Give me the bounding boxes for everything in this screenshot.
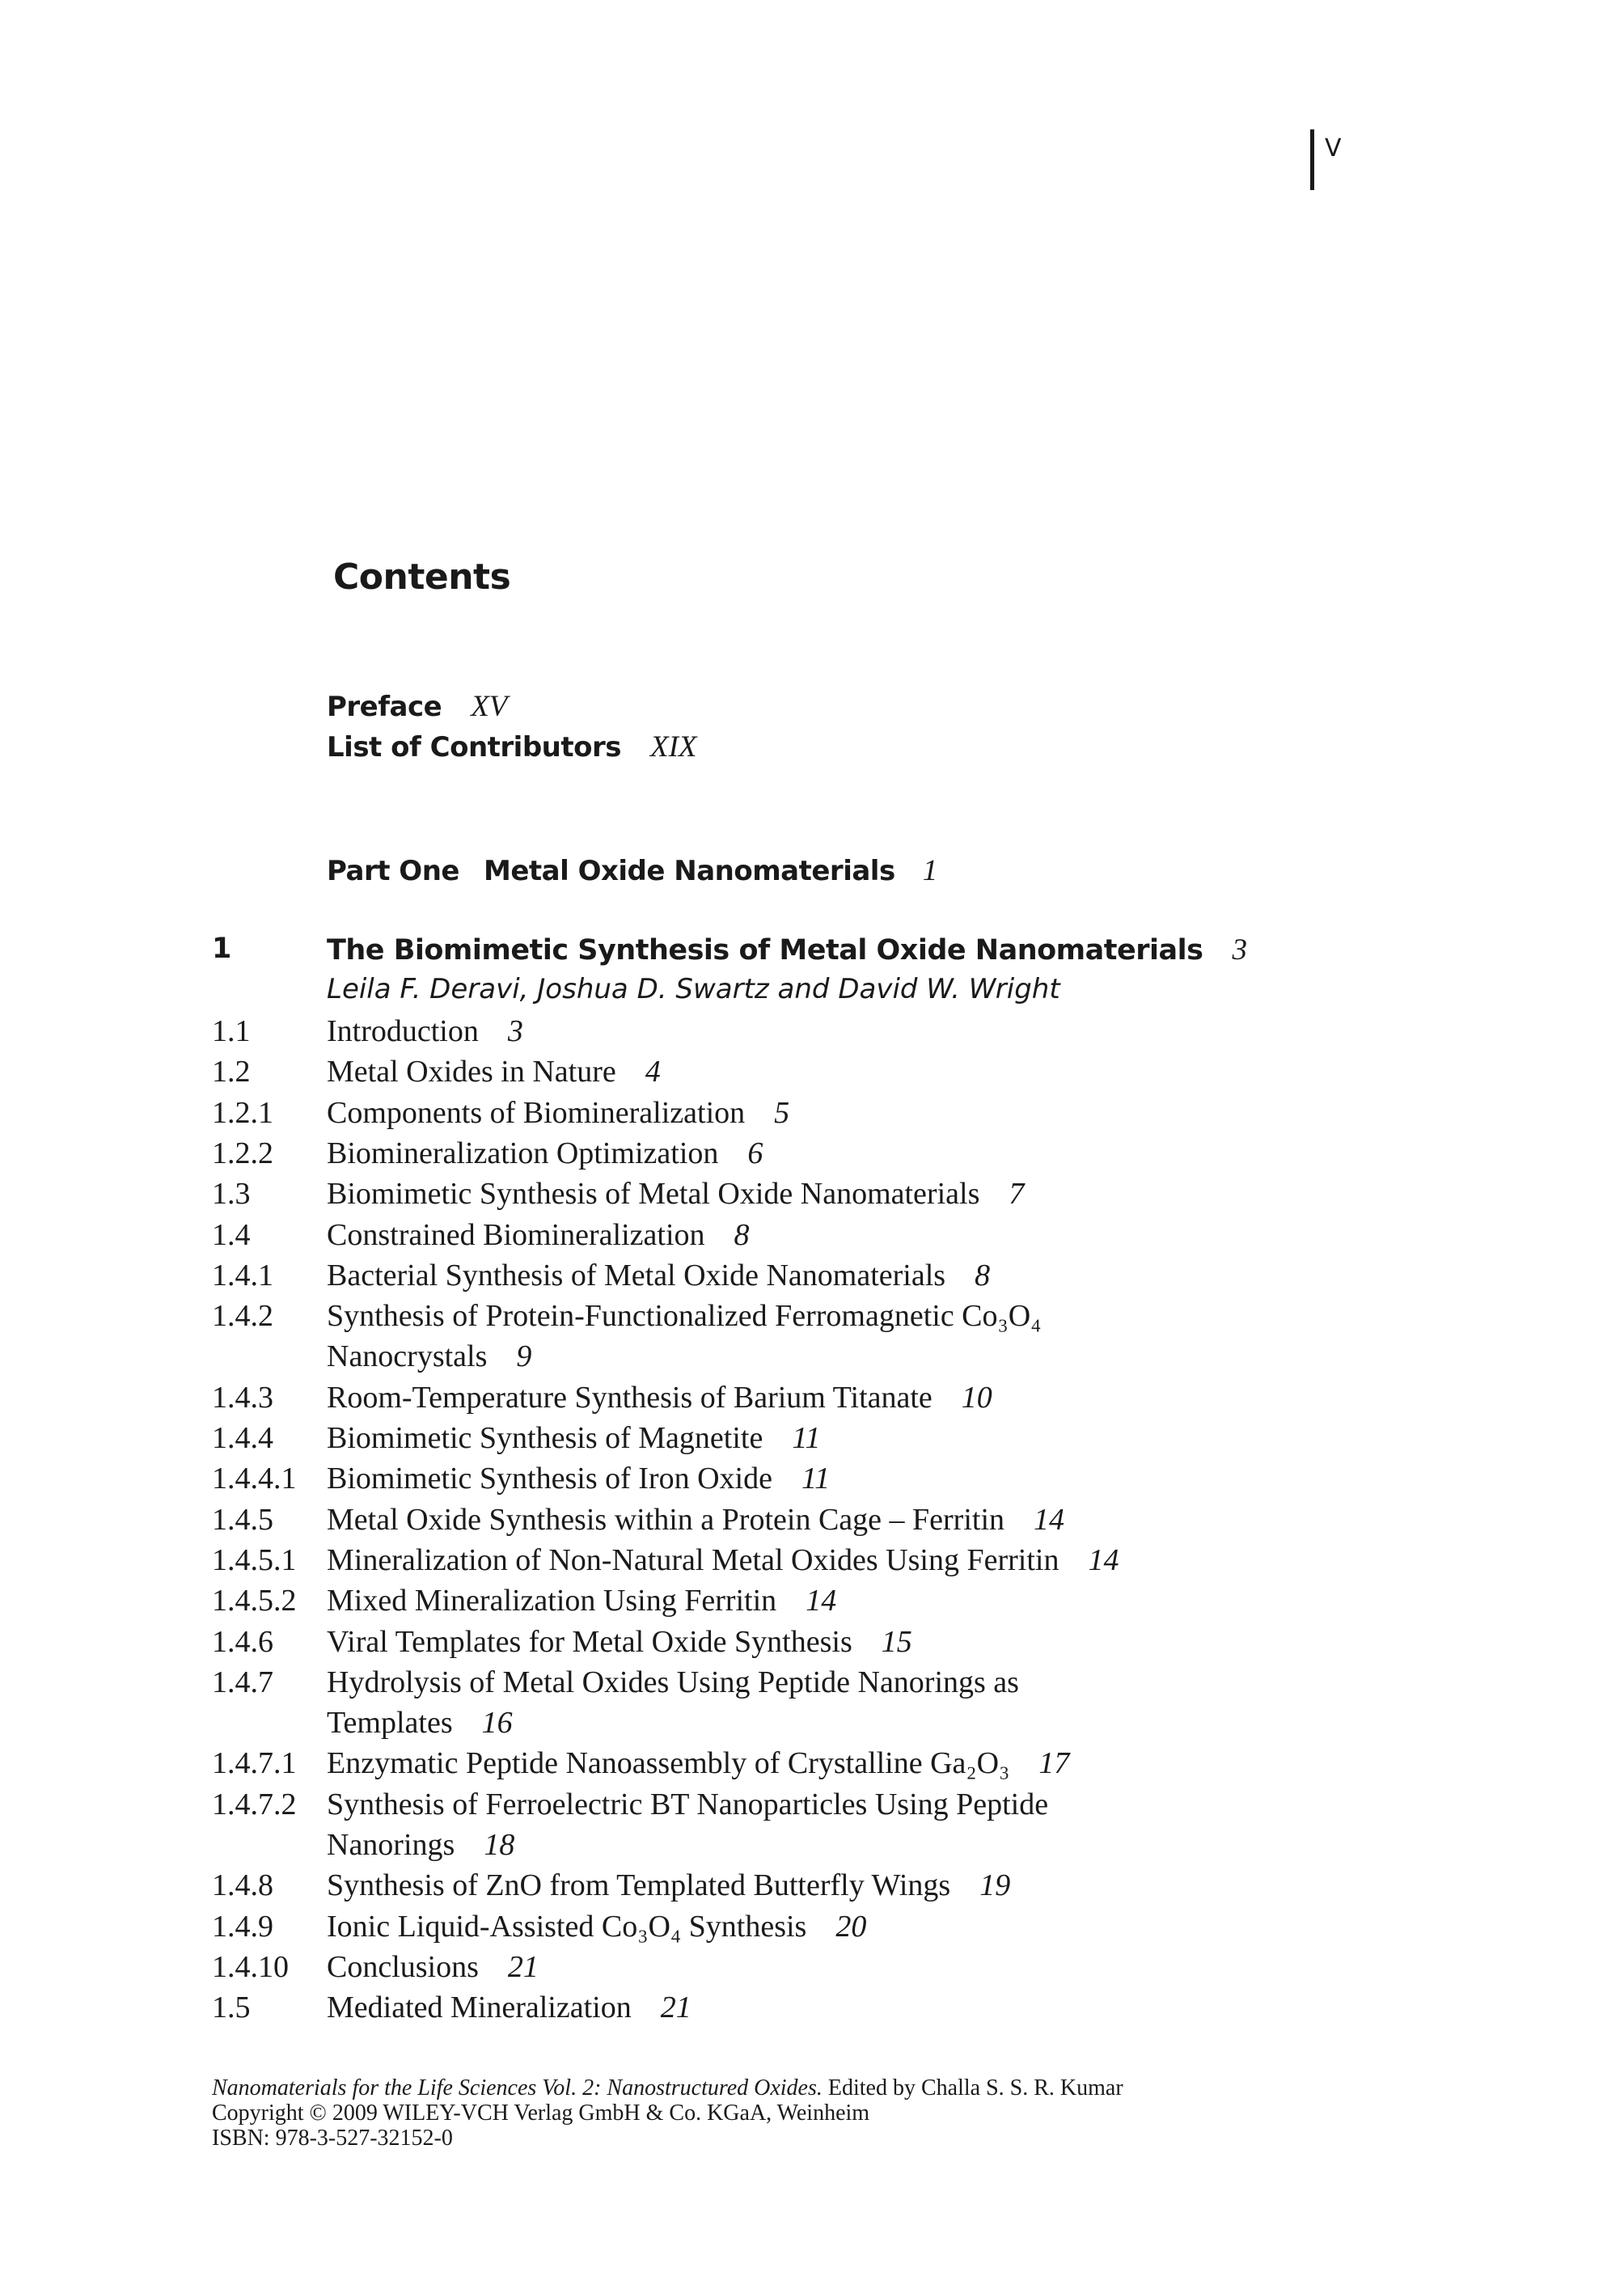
section-number: 1.4.2 <box>212 1299 273 1334</box>
section-title: Synthesis of Ferroelectric BT Nanoparticles Using Peptide <box>327 1787 1049 1821</box>
footer-isbn: ISBN: 978-3-527-32152-0 <box>212 2126 453 2151</box>
toc-section-row[interactable] <box>0 1217 1624 1258</box>
copyright-footer <box>212 2075 1123 2151</box>
toc-section-row[interactable] <box>0 1665 1624 1705</box>
section-title: Room-Temperature Synthesis of Barium Titanate <box>327 1380 933 1415</box>
toc-page-number: 15 <box>881 1624 912 1659</box>
toc-page-number: 9 <box>516 1339 532 1374</box>
toc-entry-list-of-contributors[interactable] <box>327 730 697 764</box>
toc-section-row[interactable] <box>0 1461 1624 1501</box>
section-title: Nanorings <box>327 1828 455 1862</box>
section-title: Biomimetic Synthesis of Metal Oxide Nanomaterials <box>327 1177 980 1212</box>
section-title: Templates <box>327 1706 453 1741</box>
section-title: Mediated Mineralization <box>327 1991 632 2025</box>
section-number: 1.4.10 <box>212 1949 289 1984</box>
section-title: Ionic Liquid-Assisted Co₃O₄ Synthesis <box>327 1909 807 1944</box>
toc-page-number: 14 <box>1034 1502 1065 1537</box>
chapter-authors-row <box>0 973 1624 1013</box>
section-number: 1.4.4.1 <box>212 1462 297 1496</box>
toc-page-number: 18 <box>484 1828 515 1862</box>
toc-section-row[interactable] <box>0 1990 1624 2030</box>
toc-page-number: 11 <box>801 1462 831 1496</box>
section-number: 1.4.5 <box>212 1502 273 1537</box>
toc-section-row[interactable] <box>0 1136 1624 1176</box>
toc-page-number: 21 <box>507 1949 539 1984</box>
section-title: Biomineralization Optimization <box>327 1136 719 1170</box>
toc-page-number: 14 <box>1088 1542 1119 1577</box>
section-title: Biomimetic Synthesis of Iron Oxide <box>327 1462 772 1496</box>
page-title: Contents <box>333 556 511 598</box>
section-title: Metal Oxide Synthesis within a Protein Cage – Ferritin <box>327 1502 1005 1537</box>
toc-section-continuation-row[interactable] <box>0 1705 1624 1745</box>
toc-page-number: 4 <box>645 1055 661 1089</box>
toc-section-row[interactable] <box>0 1583 1624 1623</box>
toc-page-number: XV <box>471 690 508 723</box>
toc-section-row[interactable] <box>0 1949 1624 1990</box>
section-number: 1.4.9 <box>212 1909 273 1944</box>
toc-page-number: 17 <box>1038 1746 1070 1781</box>
footer-copyright: Copyright © 2009 WILEY-VCH Verlag GmbH & Co. KGaA, Weinheim <box>212 2101 870 2126</box>
section-number: 1.2.2 <box>212 1136 273 1170</box>
toc-page-number: XIX <box>649 730 697 764</box>
section-number: 1.4.1 <box>212 1258 273 1292</box>
section-number: 1.4.6 <box>212 1624 273 1659</box>
chapter-number: 1 <box>212 933 232 965</box>
toc-section-row[interactable] <box>0 1298 1624 1339</box>
section-number: 1.4.5.2 <box>212 1584 297 1618</box>
toc-page-number: 3 <box>1232 933 1247 967</box>
part-title: Metal Oxide Nanomaterials <box>483 855 895 887</box>
section-title: Mixed Mineralization Using Ferritin <box>327 1584 777 1618</box>
section-number: 1.2 <box>212 1055 251 1089</box>
toc-chapter-row[interactable] <box>0 933 1624 973</box>
section-number: 1.3 <box>212 1177 251 1212</box>
chapter-title: The Biomimetic Synthesis of Metal Oxide Nanomaterials <box>327 934 1203 967</box>
toc-section-row[interactable] <box>0 1013 1624 1054</box>
toc-part-heading[interactable] <box>327 853 937 888</box>
chapter-authors: Leila F. Deravi, Joshua D. Swartz and David W. Wright <box>327 973 1060 1005</box>
toc-page-number: 8 <box>975 1258 991 1292</box>
section-title: Conclusions <box>327 1949 479 1984</box>
toc-section-row[interactable] <box>0 1176 1624 1216</box>
toc-page-number: 5 <box>774 1095 790 1130</box>
section-number: 1.2.1 <box>212 1095 273 1130</box>
toc-section-row[interactable] <box>0 1054 1624 1094</box>
toc-page-number: 20 <box>835 1909 867 1944</box>
toc-entry-preface[interactable] <box>327 689 507 724</box>
page-number: V <box>1325 134 1342 163</box>
section-number: 1.4.4 <box>212 1421 273 1455</box>
section-title: Components of Biomineralization <box>327 1095 746 1130</box>
toc-section-continuation-row[interactable] <box>0 1339 1624 1379</box>
footer-editor: Edited by Challa S. S. R. Kumar <box>827 2075 1123 2101</box>
toc-entry-label: List of Contributors <box>327 731 621 764</box>
toc-section-row[interactable] <box>0 1787 1624 1827</box>
footer-book-title: Nanomaterials for the Life Sciences Vol. 2: Nanostructured Oxides. <box>212 2075 823 2101</box>
section-title: Synthesis of ZnO from Templated Butterfly Wings <box>327 1868 951 1903</box>
section-title: Hydrolysis of Metal Oxides Using Peptide Nanorings as <box>327 1665 1019 1699</box>
section-title: Biomimetic Synthesis of Magnetite <box>327 1421 763 1455</box>
section-title: Synthesis of Protein-Functionalized Ferromagnetic Co₃O₄ <box>327 1299 1042 1334</box>
toc-section-row[interactable] <box>0 1420 1624 1461</box>
section-title: Nanocrystals <box>327 1339 488 1374</box>
toc-section-row[interactable] <box>0 1542 1624 1583</box>
section-number: 1.1 <box>212 1014 251 1048</box>
section-title: Bacterial Synthesis of Metal Oxide Nanomaterials <box>327 1258 946 1292</box>
toc-section-row[interactable] <box>0 1380 1624 1420</box>
toc-page-number: 1 <box>922 854 937 887</box>
toc-page-number: 7 <box>1009 1177 1025 1212</box>
toc-page-number: 11 <box>792 1421 821 1455</box>
toc-section-continuation-row[interactable] <box>0 1827 1624 1868</box>
toc-section-row[interactable] <box>0 1502 1624 1542</box>
toc-page-number: 10 <box>961 1380 992 1415</box>
toc-section-row[interactable] <box>0 1624 1624 1665</box>
toc-section-row[interactable] <box>0 1258 1624 1298</box>
toc-page-number: 14 <box>806 1584 837 1618</box>
toc-page-number: 3 <box>507 1014 523 1048</box>
toc-section-row[interactable] <box>0 1095 1624 1136</box>
toc-page-number: 6 <box>747 1136 763 1170</box>
section-number: 1.4.8 <box>212 1868 273 1903</box>
page-marker-rule <box>1310 129 1314 190</box>
section-title: Introduction <box>327 1014 479 1048</box>
toc-section-row[interactable] <box>0 1868 1624 1908</box>
toc-page-number: 19 <box>979 1868 1011 1903</box>
section-number: 1.4.7.2 <box>212 1787 297 1821</box>
section-number: 1.4.3 <box>212 1380 273 1415</box>
section-title: Viral Templates for Metal Oxide Synthesis <box>327 1624 852 1659</box>
section-title: Metal Oxides in Nature <box>327 1055 616 1089</box>
toc-section-row[interactable] <box>0 1909 1624 1949</box>
section-number: 1.4.7 <box>212 1665 273 1699</box>
section-number: 1.4 <box>212 1217 251 1252</box>
toc-entry-label: Preface <box>327 691 442 723</box>
section-title: Enzymatic Peptide Nanoassembly of Crystalline Ga₂O₃ <box>327 1746 1010 1781</box>
section-number: 1.4.7.1 <box>212 1746 297 1781</box>
toc-section-row[interactable] <box>0 1745 1624 1786</box>
section-title: Mineralization of Non-Natural Metal Oxides Using Ferritin <box>327 1542 1059 1577</box>
toc-page-number: 21 <box>660 1991 691 2025</box>
part-label: Part One <box>327 855 459 887</box>
section-title: Constrained Biomineralization <box>327 1217 705 1252</box>
toc-page-number: 16 <box>481 1706 513 1741</box>
toc-page-number: 8 <box>734 1217 750 1252</box>
section-number: 1.5 <box>212 1991 251 2025</box>
section-number: 1.4.5.1 <box>212 1542 297 1577</box>
